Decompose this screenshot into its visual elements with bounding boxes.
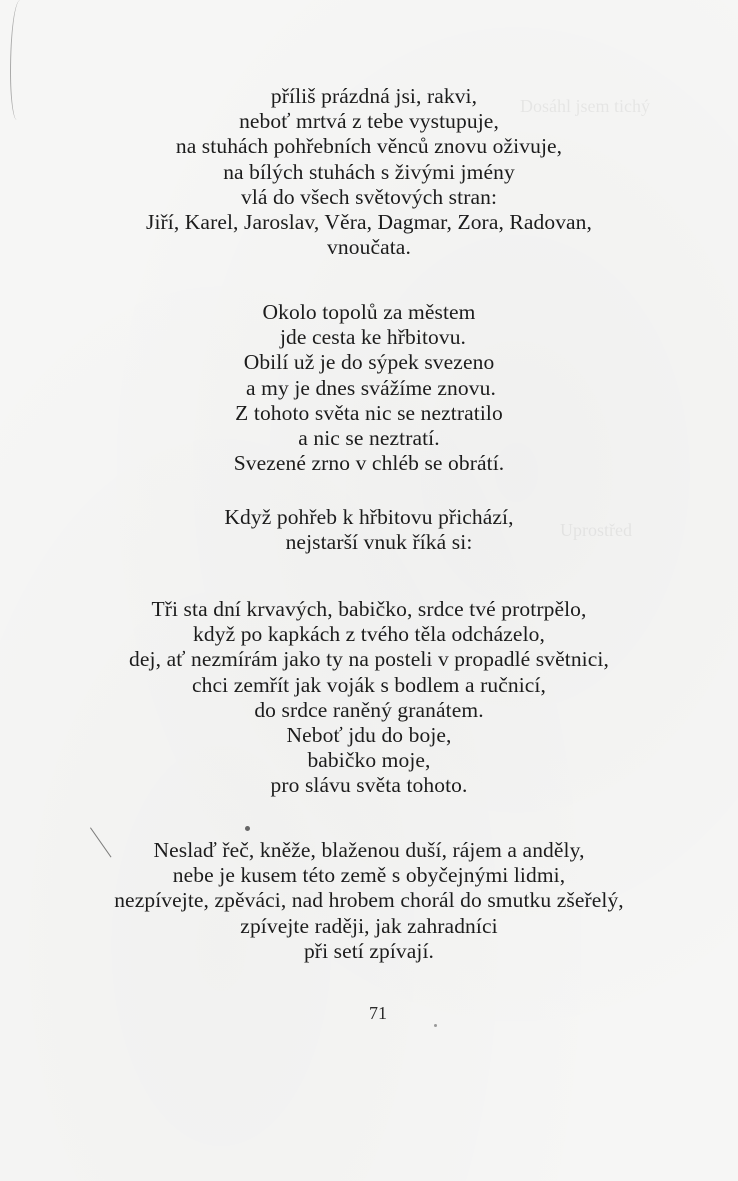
poem-line: a nic se neztratí.	[298, 426, 440, 451]
page-number: 71	[369, 1003, 387, 1023]
poem-line: dej, ať nezmírám jako ty na posteli v propadlé světnici,	[129, 647, 609, 672]
poem-line: do srdce raněný granátem.	[254, 697, 484, 722]
poem-line: Neboť jdu do boje,	[286, 723, 452, 748]
poem-line: Svezené zrno v chléb se obrátí.	[233, 451, 505, 476]
poem-stanza-1	[0, 84, 738, 260]
poem-line: když po kapkách z tvého těla odcházelo,	[193, 622, 545, 647]
poem-line: Jiří, Karel, Jaroslav, Věra, Dagmar, Zora, Radovan,	[145, 210, 593, 235]
poem-line: při setí zpívají.	[303, 938, 435, 963]
poem-line: vlá do všech světových stran:	[240, 184, 498, 209]
poem-line: Když pohřeb k hřbitovu přichází,	[224, 505, 514, 529]
poem-line: na bílých stuhách s živými jmény	[223, 159, 515, 184]
poem-line: babičko moje,	[307, 748, 431, 773]
poem-line: příliš prázdná jsi, rakvi,	[270, 84, 478, 108]
poem-line: Okolo topolů za městem	[262, 300, 476, 324]
poem-line: nezpívejte, zpěváci, nad hrobem chorál do smutku zšeřelý,	[114, 888, 624, 913]
bleed-through-text: Uprostřed	[560, 520, 632, 540]
poem-stanza-5	[0, 838, 738, 964]
poem-line: Obilí už je do sýpek svezeno	[243, 350, 495, 375]
poem-stanza-3	[0, 505, 738, 555]
poem-stanza-4	[0, 597, 738, 799]
poem-line: nejstarší vnuk říká si:	[285, 530, 473, 555]
poem-line: na stuhách pohřebních věnců znovu oživuje,	[175, 134, 563, 159]
poem-line: a my je dnes svážíme znovu.	[246, 375, 496, 400]
poem-line: vnoučata.	[327, 235, 411, 260]
poem-line: jde cesta ke hřbitovu.	[279, 325, 467, 350]
poem-line: Z tohoto světa nic se neztratilo	[235, 400, 503, 425]
poem-line: nebe je kusem této země s obyčejnými lidmi,	[172, 863, 566, 888]
ink-dot	[434, 1024, 437, 1027]
poem-line: neboť mrtvá z tebe vystupuje,	[239, 109, 499, 134]
poem-line: pro slávu světa tohoto.	[270, 773, 468, 798]
bleed-through-text: Dosáhl jsem tichý	[520, 96, 650, 116]
poem-stanza-2	[0, 300, 738, 476]
poem-line: Tři sta dní krvavých, babičko, srdce tvé protrpělo,	[151, 597, 587, 621]
poem-line: zpívejte raději, jak zahradníci	[240, 913, 498, 938]
poem-line: Neslaď řeč, kněže, blaženou duší, rájem a anděly,	[153, 838, 585, 862]
poem-line: chci zemřít jak voják s bodlem a ručnicí,	[192, 672, 546, 697]
ink-dot	[245, 826, 250, 831]
